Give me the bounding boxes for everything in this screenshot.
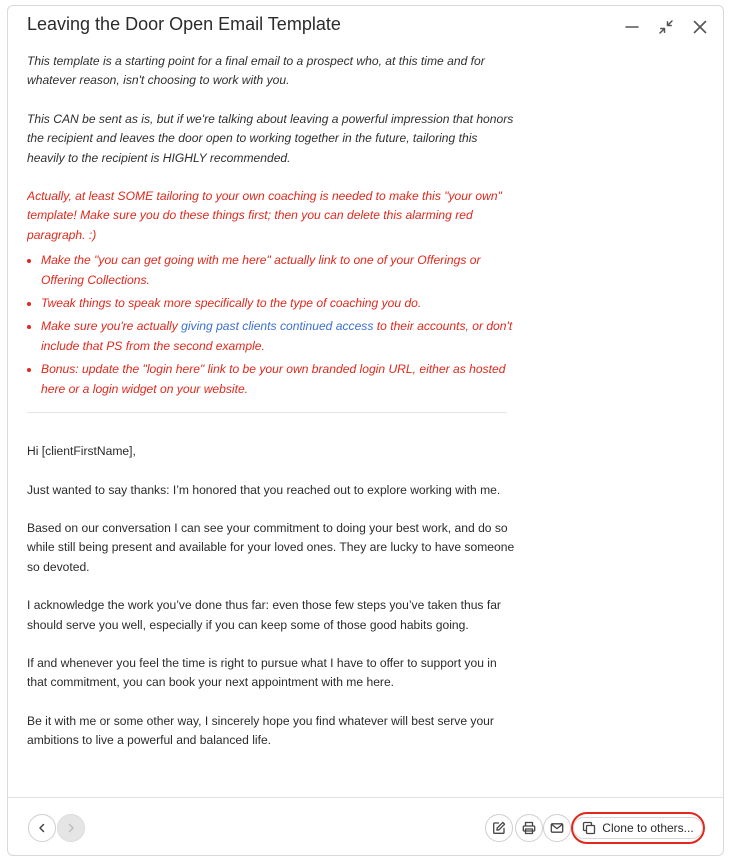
edit-icon <box>492 821 506 835</box>
email-button[interactable] <box>543 814 571 842</box>
list-item <box>41 360 517 399</box>
next-button[interactable] <box>57 814 85 842</box>
print-button[interactable] <box>515 814 543 842</box>
minimize-button[interactable] <box>615 12 649 42</box>
intro-paragraph-2: This CAN be sent as is, but if we're talking about leaving a powerful impression that honors the recipient and leaves the door open to working together in the future, tailoring this heavily to the recipient is HIGHLY recommended. <box>27 111 514 165</box>
email-paragraph-2: Based on our conversation I can see your commitment to doing your best work, and do so while still being present and available for your loved ones. They are lucky to have someone so devoted. <box>27 520 515 574</box>
task-text: Tweak things to speak more specifically to the type of coaching you do. <box>41 296 422 311</box>
window-controls <box>615 12 717 42</box>
continued-access-link[interactable]: continued access <box>279 319 374 334</box>
dialog-footer <box>8 797 723 855</box>
email-paragraph-3: I acknowledge the work you’ve done thus far: even those few steps you’ve taken thus far should serve you well, especially if you can keep some of those good habits going. <box>27 598 501 632</box>
list-item <box>41 294 517 313</box>
task-text: Bonus: update the "login here" link to be your own branded login URL, either as hosted here or a login widget on your website. <box>41 362 506 396</box>
intro-paragraph-1: This template is a starting point for a final email to a prospect who, at this time and for whatever reason, isn't choosing to work with you. <box>27 54 485 88</box>
divider <box>27 412 507 413</box>
chevron-right-icon <box>65 822 77 834</box>
giving-past-clients-link[interactable]: giving past clients <box>181 319 277 334</box>
warning-paragraph: Actually, at least SOME tailoring to your own coaching is needed to make this "your own" template! Make sure you do these things first; then you can delete this alarming red paragraph. :) <box>27 189 502 242</box>
clone-label: Clone to others... <box>602 821 694 835</box>
print-icon <box>522 821 536 835</box>
close-icon <box>692 19 708 35</box>
template-dialog <box>7 5 724 856</box>
close-button[interactable] <box>683 12 717 42</box>
task-text-after: to their accounts, or don't include that PS from the second example. <box>41 319 513 353</box>
task-text-before: Make sure you're actually <box>41 319 182 334</box>
previous-button[interactable] <box>28 814 56 842</box>
collapse-button[interactable] <box>649 12 683 42</box>
clone-inner <box>573 817 702 839</box>
copy-icon <box>582 821 596 835</box>
template-body[interactable] <box>27 52 517 794</box>
collapse-icon <box>658 19 674 35</box>
task-text: Make the "you can get going with me here" actually link to one of your Offerings or Offering Collections. <box>41 253 481 287</box>
email-paragraph-4: If and whenever you feel the time is right to pursue what I have to offer to support you in that commitment, you can book your next appointment with me here. <box>27 655 497 690</box>
email-paragraph-1: Just wanted to say thanks: I’m honored that you reached out to explore working with me. <box>27 482 501 497</box>
chevron-left-icon <box>36 822 48 834</box>
list-item <box>41 317 517 356</box>
edit-button[interactable] <box>485 814 513 842</box>
minimize-icon <box>624 19 640 35</box>
email-paragraph-5: Be it with me or some other way, I sincerely hope you find whatever will best serve your ambitions to live a powerful and balanced life. <box>27 713 494 748</box>
email-greeting: Hi [clientFirstName], <box>27 444 136 459</box>
clone-to-others-button[interactable] <box>571 812 705 844</box>
task-list <box>27 251 517 399</box>
mail-icon <box>550 821 564 835</box>
list-item <box>41 251 517 290</box>
dialog-title: Leaving the Door Open Email Template <box>27 14 341 34</box>
